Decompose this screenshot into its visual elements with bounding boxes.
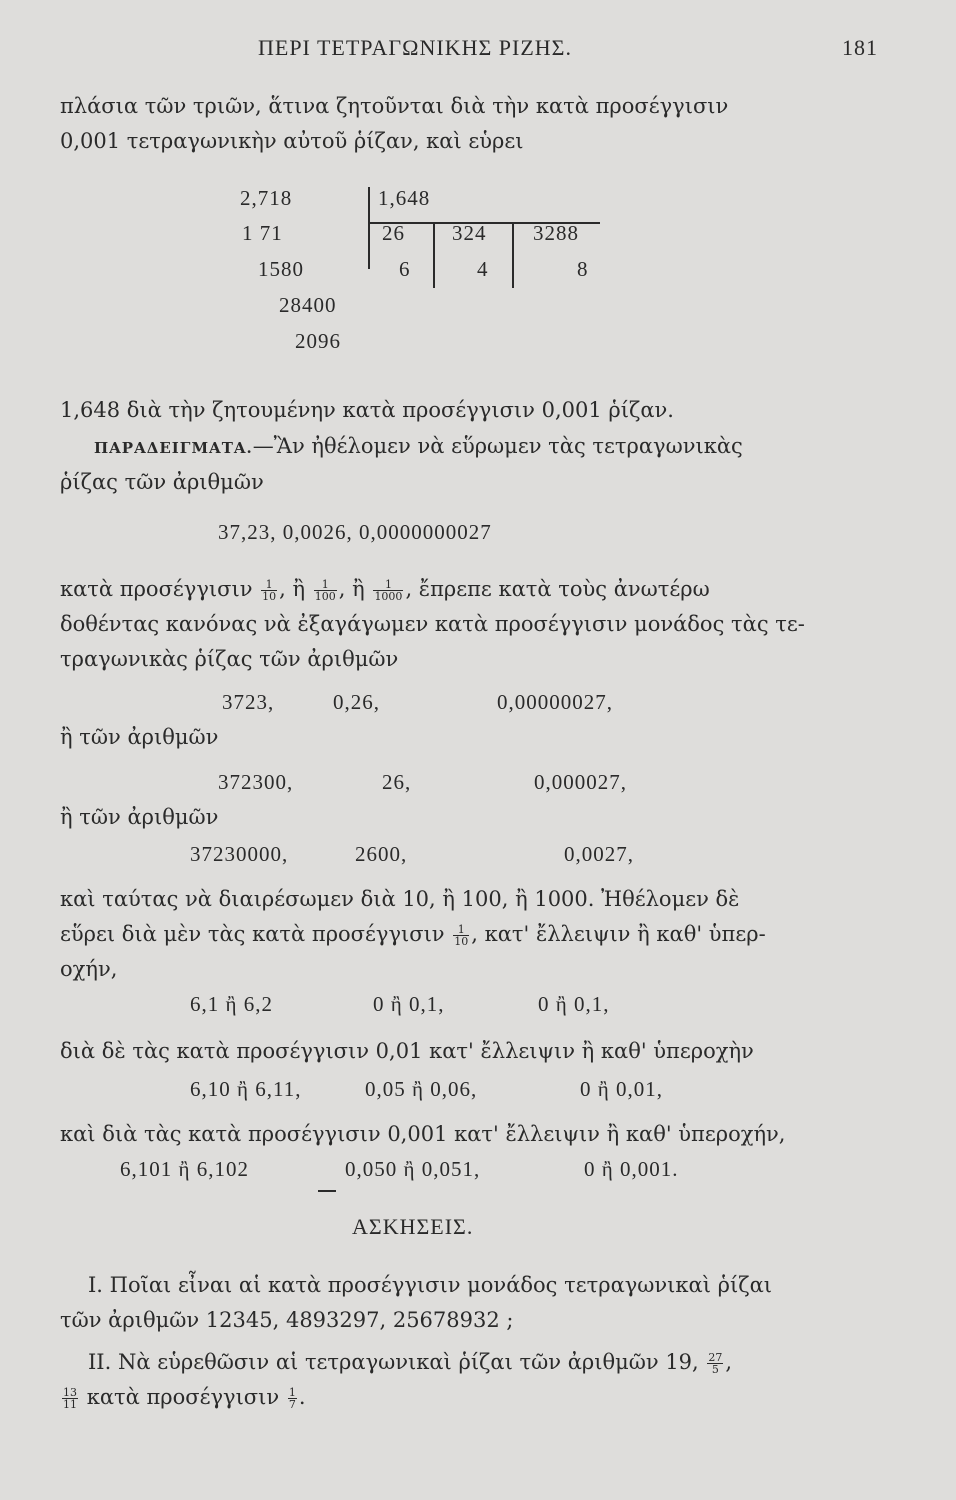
calc-step: 2096 — [295, 329, 341, 353]
result-value: 6,1 ἢ 6,2 — [190, 992, 273, 1016]
set2-value: 26, — [382, 770, 412, 794]
denominator: 10 — [262, 590, 277, 603]
exercise-number: II. — [88, 1350, 112, 1374]
fraction-1-1000 — [373, 579, 403, 602]
set2-value: 372300, — [218, 770, 294, 794]
result-value: 0,05 ἢ 0,06, — [365, 1077, 478, 1101]
example-label: ΠΑΡΑΔΕΙΓΜΑΤΑ. — [94, 439, 253, 457]
fraction-13-11 — [62, 1387, 78, 1410]
line-0-001: καὶ διὰ τὰς κατὰ προσέγγισιν 0,001 κατ' ἔλλειψιν ἢ καθ' ὑπεροχήν, — [60, 1122, 786, 1146]
set1-value: 0,26, — [333, 690, 380, 714]
approx-suffix: ἔπρεπε κατὰ τοὺς ἀνωτέρω — [418, 577, 710, 601]
numerator: 1 — [453, 924, 469, 936]
exercise-text: Νὰ εὑρεθῶσιν αἱ τετραγωνικαὶ ῥίζαι τῶν ἀριθμῶν 19, — [117, 1350, 699, 1374]
numerator: 1 — [261, 579, 277, 591]
find-line: εὕρει διὰ μὲν τὰς κατὰ προσέγγισιν $\frac{1}{10}$ , κατ' ἔλλειψιν ἢ καθ' ὑπερ- — [60, 922, 766, 948]
line-0-01: διὰ δὲ τὰς κατὰ προσέγγισιν 0,01 κατ' ἔλλειψιν ἢ καθ' ὑπεροχὴν — [60, 1039, 754, 1063]
example-text: —Ἂν ἠθέλομεν νὰ εὕρωμεν τὰς τετραγωνικὰς — [252, 434, 743, 458]
result-value: 0,050 ἢ 0,051, — [345, 1157, 481, 1181]
divisor: 3288 — [533, 221, 579, 245]
column-divider — [433, 222, 435, 288]
calc-step: 2,718 — [240, 186, 293, 210]
section-dash — [318, 1190, 336, 1192]
page-number: 181 — [842, 35, 878, 60]
numerator: 1 — [373, 579, 403, 591]
intro-line-1: πλάσια τῶν τριῶν, ἅτινα ζητοῦνται διὰ τὴν κατὰ προσέγγισιν — [60, 94, 729, 118]
numerator: 1 — [288, 1386, 296, 1399]
intro-line-2: 0,001 τετραγωνικὴν αὐτοῦ ῥίζαν, καὶ εὑρει — [60, 129, 524, 153]
denominator: 5 — [711, 1363, 719, 1376]
divisor: 26 — [382, 221, 405, 245]
digit: 6 — [399, 257, 411, 281]
find-suffix: κατ' ἔλλειψιν ἢ καθ' ὑπερ- — [484, 922, 766, 946]
set3-value: 2600, — [355, 842, 408, 866]
numerator: 13 — [63, 1386, 77, 1399]
example-line-1 — [94, 432, 743, 462]
result-value: 0 ἢ 0,001. — [584, 1157, 679, 1181]
fraction-1-10 — [261, 579, 277, 602]
approx-line: κατὰ προσέγγισιν $\frac{1}{10}$ , ἢ $\frac{1}{100}$ , ἢ $\frac{1}{1000}$ , ἔπρεπε κατὰ τοὺς ἀνωτέρω — [60, 577, 710, 603]
column-divider — [512, 222, 514, 288]
exercise-1 — [88, 1271, 772, 1299]
denominator: 7 — [288, 1398, 296, 1411]
set1-value: 0,00000027, — [497, 690, 613, 714]
find-prefix: εὕρει διὰ μὲν τὰς κατὰ προσέγγισιν — [60, 922, 445, 946]
example-line-2: ῥίζας τῶν ἀριθμῶν — [60, 470, 264, 494]
divide-line: καὶ ταύτας νὰ διαιρέσωμεν διὰ 10, ἢ 100, ἢ 1000. Ἠθέλομεν δὲ — [60, 887, 740, 911]
exercise-2-line-2: $\frac{13}{11}$ κατὰ προσέγγισιν $\frac{1}{7}$ . — [63, 1385, 306, 1411]
number-set: 37,23, 0,0026, 0,0000000027 — [218, 520, 492, 544]
digit: 4 — [477, 257, 489, 281]
exercise-2: II. Νὰ εὑρεθῶσιν αἱ τετραγωνικαὶ ῥίζαι τῶν ἀριθμῶν 19, $\frac{27}{5}$ , — [88, 1350, 733, 1376]
result-value: 6,101 ἢ 6,102 — [120, 1157, 249, 1181]
exercises-title: ΑΣΚΗΣΕΙΣ. — [352, 1214, 474, 1239]
set3-value: 0,0027, — [564, 842, 634, 866]
fraction-1-7 — [288, 1387, 297, 1410]
exercise-number: I. — [88, 1273, 103, 1297]
or-word: ἢ — [352, 577, 365, 601]
or-numbers-2: ἢ τῶν ἀριθμῶν — [60, 805, 219, 829]
numerator: 27 — [708, 1351, 723, 1364]
calc-step: 28400 — [279, 293, 337, 317]
or-numbers-1: ἢ τῶν ἀριθμῶν — [60, 725, 219, 749]
divisor: 324 — [452, 221, 487, 245]
exercise-text: Ποῖαι εἶναι αἱ κατὰ προσέγγισιν μονάδος τετραγωνικαὶ ῥίζαι — [109, 1273, 773, 1297]
running-header: ΠΕΡΙ ΤΕΤΡΑΓΩΝΙΚΗΣ ΡΙΖΗΣ. — [258, 35, 572, 60]
result-value: 0 ἢ 0,01, — [580, 1077, 663, 1101]
exercise-text: κατὰ προσέγγισιν — [86, 1385, 280, 1409]
result-value: 6,10 ἢ 6,11, — [190, 1077, 302, 1101]
rule-line: δοθέντας κανόνας νὰ ἐξαγάγωμεν κατὰ προσέγγισιν μονάδος τὰς τε- — [60, 612, 805, 636]
fraction-27-5 — [707, 1352, 723, 1375]
set2-value: 0,000027, — [534, 770, 627, 794]
or-word: ἢ — [292, 577, 306, 601]
root-value: 1,648 — [378, 186, 431, 210]
calc-step: 1 71 — [242, 221, 283, 245]
result-value: 0 ἢ 0,1, — [538, 992, 610, 1016]
denominator: 11 — [63, 1398, 77, 1411]
division-bar — [368, 187, 370, 269]
denominator: 100 — [314, 590, 336, 603]
exercise-1-line-2: τῶν ἀριθμῶν 12345, 4893297, 25678932 ; — [60, 1308, 514, 1332]
rule-line-2: τραγωνικὰς ῥίζας τῶν ἀριθμῶν — [60, 647, 399, 671]
digit: 8 — [577, 257, 589, 281]
approx-prefix: κατὰ προσέγγισιν — [60, 577, 253, 601]
result-line: 1,648 διὰ τὴν ζητουμένην κατὰ προσέγγισιν 0,001 ῥίζαν. — [60, 398, 674, 422]
set1-value: 3723, — [222, 690, 275, 714]
numerator: 1 — [314, 579, 337, 591]
fraction-1-100 — [314, 579, 337, 602]
find-end: οχήν, — [60, 957, 118, 981]
calc-step: 1580 — [258, 257, 304, 281]
set3-value: 37230000, — [190, 842, 289, 866]
denominator: 1000 — [374, 590, 403, 603]
fraction-1-10 — [453, 924, 469, 947]
result-value: 0 ἢ 0,1, — [373, 992, 445, 1016]
denominator: 10 — [454, 935, 469, 948]
